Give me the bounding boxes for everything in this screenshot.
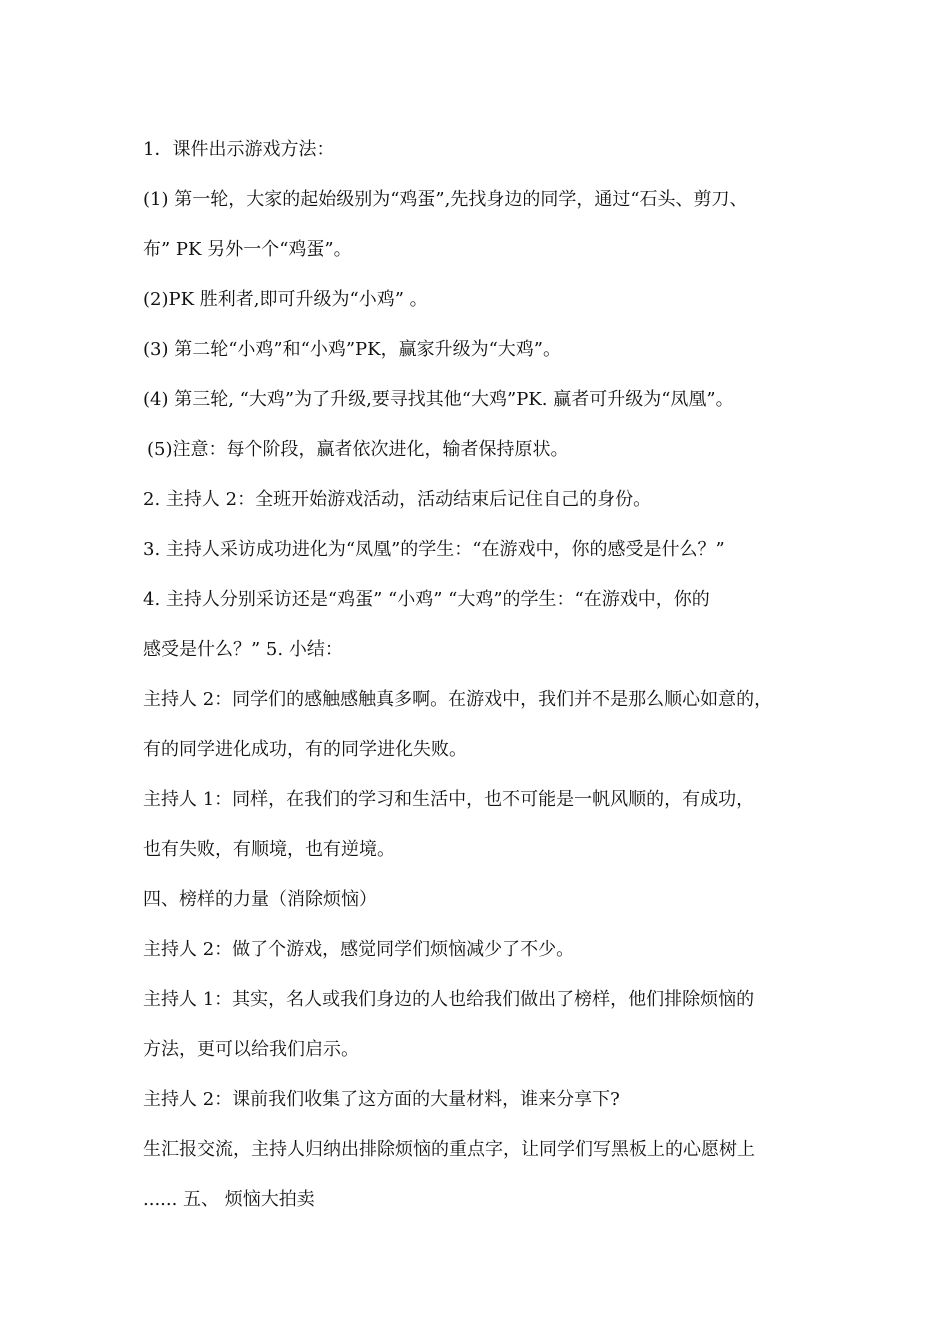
text-line: 1．课件出示游戏方法： (143, 139, 335, 160)
text-line: (5)注意：每个阶段，赢者依次进化，输者保持原状。 (147, 439, 569, 460)
text-line: (3) 第二轮“小鸡”和“小鸡”PK，赢家升级为“大鸡”。 (143, 339, 561, 360)
text-line: 生汇报交流，主持人归纳出排除烦恼的重点字，让同学们写黑板上的心愿树上 (143, 1139, 755, 1160)
text-line: (4) 第三轮, “大鸡”为了升级,要寻找其他“大鸡”PK. 赢者可升级为“凤凰”。 (143, 389, 734, 410)
text-line: 主持人 2：同学们的感触感触真多啊。在游戏中，我们并不是那么顺心如意的， (143, 689, 773, 710)
text-line: (2)PK 胜利者,即可升级为“小鸡” 。 (143, 289, 428, 310)
text-line: 有的同学进化成功，有的同学进化失败。 (143, 739, 467, 760)
text-line: 布” PK 另外一个“鸡蛋”。 (143, 239, 352, 260)
text-line: 2. 主持人 2：全班开始游戏活动，活动结束后记住自己的身份。 (143, 489, 652, 510)
text-line: 感受是什么？” 5. 小结： (143, 639, 343, 660)
text-line: 主持人 2：课前我们收集了这方面的大量材料，谁来分享下? (143, 1089, 620, 1110)
text-line: (1) 第一轮，大家的起始级别为“鸡蛋”,先找身边的同学，通过“石头、剪刀、 (143, 189, 748, 210)
section-heading: 四、榜样的力量（消除烦恼） (143, 889, 377, 910)
section-heading: ...... 五、 烦恼大拍卖 (143, 1189, 315, 1210)
text-line: 也有失败，有顺境，也有逆境。 (143, 839, 395, 860)
text-line: 4. 主持人分别采访还是“鸡蛋” “小鸡” “大鸡”的学生：“在游戏中，你的 (143, 589, 710, 610)
text-line: 主持人 1：同样，在我们的学习和生活中，也不可能是一帆风顺的，有成功， (143, 789, 755, 810)
text-line: 主持人 1：其实，名人或我们身边的人也给我们做出了榜样，他们排除烦恼的 (143, 989, 755, 1010)
text-line: 方法，更可以给我们启示。 (143, 1039, 359, 1060)
text-line: 主持人 2：做了个游戏，感觉同学们烦恼减少了不少。 (143, 939, 575, 960)
text-line: 3. 主持人采访成功进化为“凤凰”的学生：“在游戏中，你的感受是什么？” (143, 539, 725, 560)
